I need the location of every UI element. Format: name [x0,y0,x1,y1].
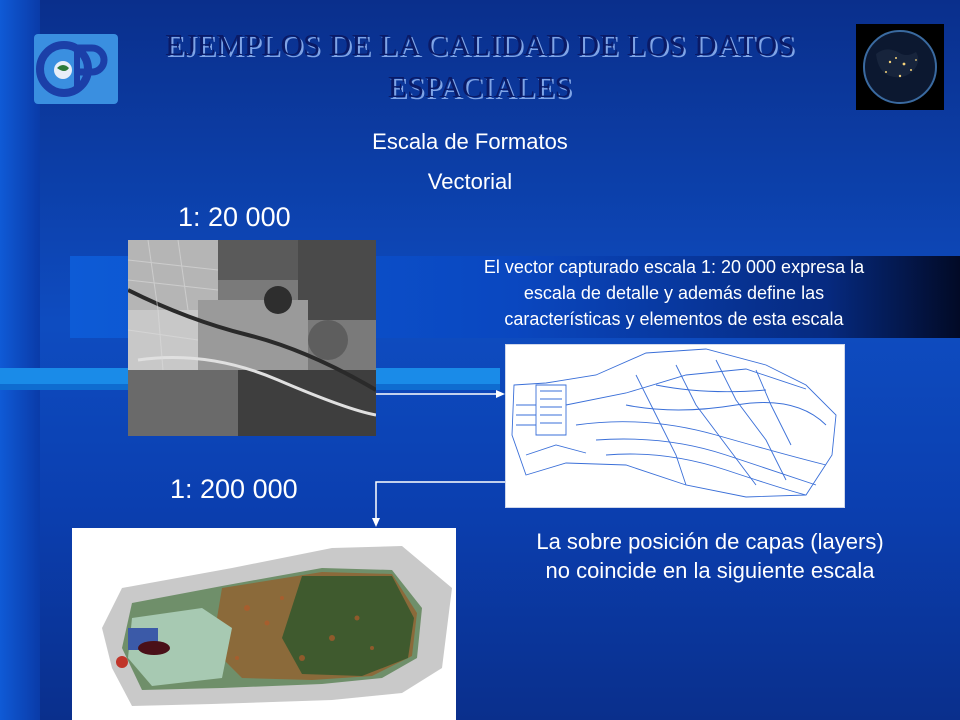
title-line-1: EJEMPLOS DE LA CALIDAD DE LOS DATOS [165,27,795,62]
scale-label-top: 1: 20 000 [178,202,291,232]
description-line-1: El vector capturado escala 1: 20 000 expresa la [483,257,865,277]
note-line-2: no coincide en la siguiente escala [545,558,875,583]
title-line-2: ESPACIALES [387,69,573,104]
description-line-3: características y elementos de esta escala [504,309,844,329]
subheading-line-1: Escala de Formatos [372,129,568,154]
description-line-2: escala de detalle y además define las [523,283,825,303]
subheading-line-2: Vectorial [427,169,513,194]
note-line-1: La sobre posición de capas (layers) [536,529,884,554]
scale-label-bottom: 1: 200 000 [170,474,298,504]
